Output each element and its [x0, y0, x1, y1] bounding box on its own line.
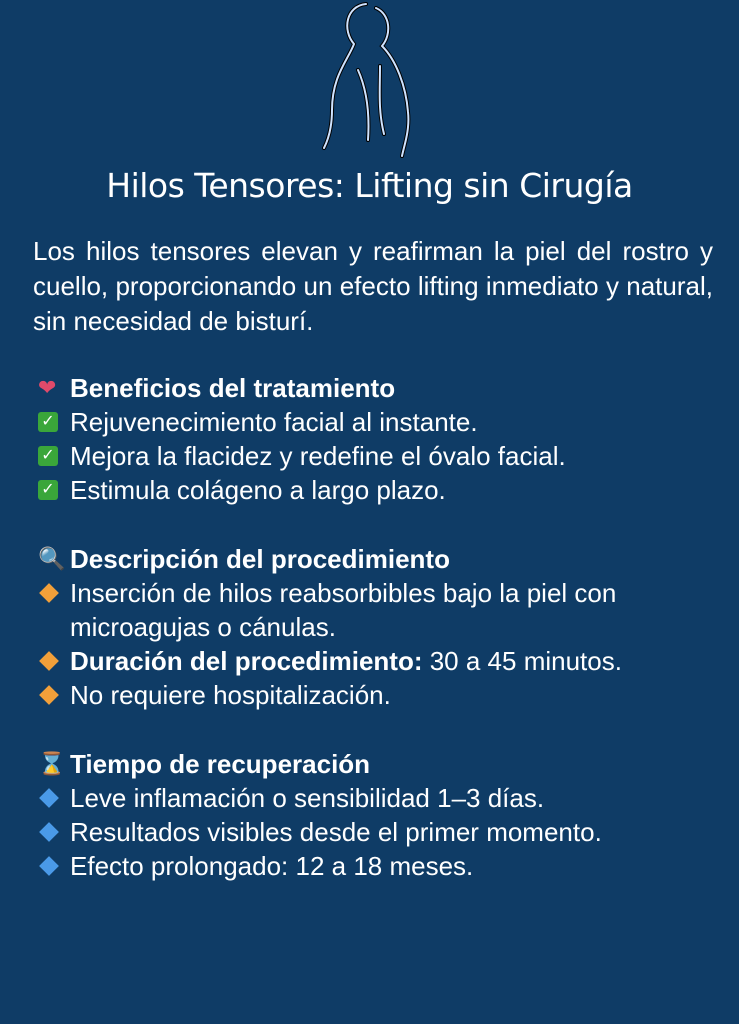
- procedure-text: No requiere hospitalización.: [70, 680, 391, 710]
- recovery-text: Resultados visibles desde el primer momento.: [70, 817, 602, 847]
- duration-label: Duración del procedimiento:: [70, 646, 423, 676]
- list-item: [38, 439, 728, 473]
- recovery-text: Efecto prolongado: 12 a 18 meses.: [70, 851, 474, 881]
- duration-value: 30 a 45 minutos.: [422, 646, 622, 676]
- hourglass-icon: ⌛: [38, 751, 66, 776]
- woman-silhouette-logo: [318, 0, 418, 168]
- duration-line: [70, 644, 622, 678]
- recovery-heading: Tiempo de recuperación: [70, 749, 371, 779]
- blue-diamond-icon: [38, 849, 70, 883]
- benefits-heading: Beneficios del tratamiento: [70, 373, 396, 403]
- blue-diamond-icon: [38, 781, 70, 815]
- recovery-section: [38, 747, 728, 883]
- list-item: [38, 781, 728, 815]
- procedure-heading-row: [38, 542, 728, 576]
- list-item: [38, 815, 728, 849]
- recovery-heading-row: [38, 747, 728, 781]
- list-item: [38, 678, 728, 712]
- check-icon: ✓: [38, 405, 70, 439]
- procedure-heading: Descripción del procedimiento: [70, 544, 450, 574]
- orange-diamond-icon: [38, 678, 70, 712]
- procedure-section: [38, 542, 728, 712]
- list-item: [38, 473, 728, 507]
- intro-paragraph: Los hilos tensores elevan y reafirman la piel del rostro y cuello, proporcionando un efecto lifting inmediato y natural, sin necesidad de bisturí.: [33, 236, 713, 336]
- magnifying-glass-icon: 🔍: [38, 546, 66, 571]
- check-icon: ✓: [38, 439, 70, 473]
- orange-diamond-icon: [38, 576, 70, 610]
- list-item: [38, 849, 728, 883]
- benefit-text: Estimula colágeno a largo plazo.: [70, 475, 446, 505]
- list-item: [38, 405, 728, 439]
- benefit-text: Mejora la flacidez y redefine el óvalo facial.: [70, 441, 566, 471]
- page-title: Hilos Tensores: Lifting sin Cirugía: [106, 166, 633, 205]
- benefits-section: [38, 371, 728, 507]
- recovery-text: Leve inflamación o sensibilidad 1–3 días.: [70, 783, 545, 813]
- procedure-text: Inserción de hilos reabsorbibles bajo la piel con microagujas o cánulas.: [70, 578, 617, 642]
- check-icon: ✓: [38, 473, 70, 507]
- list-item: [38, 576, 728, 644]
- sparkling-heart-icon: ❤: [38, 375, 57, 400]
- orange-diamond-icon: [38, 644, 70, 678]
- benefits-heading-row: [38, 371, 728, 405]
- benefit-text: Rejuvenecimiento facial al instante.: [70, 407, 478, 437]
- list-item: [38, 644, 728, 678]
- blue-diamond-icon: [38, 815, 70, 849]
